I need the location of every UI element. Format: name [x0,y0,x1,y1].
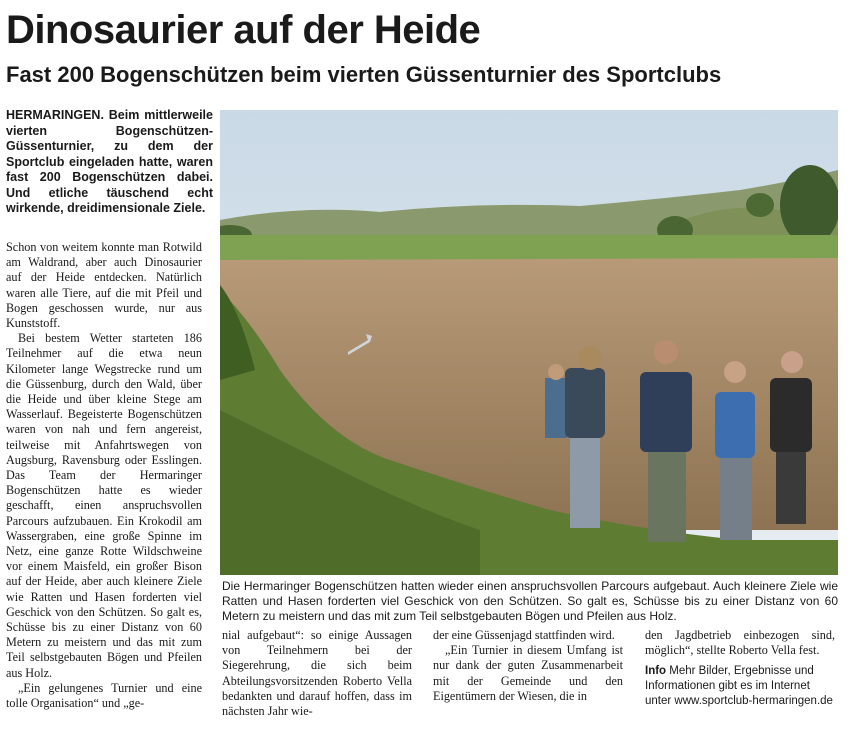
text-column-2 [222,628,412,719]
paragraph: nial aufgebaut“: so einige Aussagen von Teilnehmern bei der Siegerehrung, die sich beim Abteilungsvorsitzenden Roberto Vella bedankten und darauf hoffen, dass im nächsten Jahr wie- [222,628,412,719]
subheadline: Fast 200 Bogenschützen beim vierten Güssenturnier des Sportclubs [6,62,722,87]
info-box [645,664,835,709]
info-text: Mehr Bilder, Ergebnisse und Informationen gibt es im Internet unter [645,665,814,708]
article-photo [220,110,838,575]
headline: Dinosaurier auf der Heide [6,8,481,52]
paragraph: „Ein gelungenes Turnier und eine tolle Organisation“ und „ge- [6,680,202,711]
text-column-1 [6,240,202,711]
lead-text: HERMARINGEN. Beim mittlerweile vierten Bogenschützen-Güssenturnier, zu dem der Sportclub eingeladen hatte, waren fast 200 Bogenschützen dabei. Und etliche täuschend echt wirkende, dreidimensionale Ziele. [6,108,213,215]
text-column-4 [645,628,835,709]
paragraph: „Ein Turnier in diesem Umfang ist nur dank der guten Zusammenarbeit mit der Gemeinde und den Eigentümern der Wiesen, die in [433,643,623,703]
paragraph: der eine Güssenjagd stattfinden wird. [433,628,615,642]
photo-caption: Die Hermaringer Bogenschützen hatten wieder einen anspruchsvollen Parcours aufgebaut. Auch kleinere Ziele wie Ratten und Hasen forderten viel Geschick von den Schützen. So galt es, Schüsse bis zu einer Distanz von 60 Metern zu meistern und das mit zum Teil selbstgebauten Bögen und Pfeilen aus Holz. [222,579,838,623]
paragraph: den Jagdbetrieb einbezogen sind, möglich“, stellte Roberto Vella fest. [645,628,835,658]
lead-paragraph [6,108,213,217]
text-column-3 [433,628,623,704]
info-label: Info [645,665,667,678]
paragraph: Schon von weitem konnte man Rotwild am Waldrand, aber auch Dinosaurier auf der Heide entdecken. Natürlich waren alle Tiere, auf die mit Pfeil und Bogen geschossen wurde, nur aus Kunststoff. [6,240,202,331]
paragraph: Bei bestem Wetter starteten 186 Teilnehmer auf die etwa neun Kilometer lange Wegstrecke rund um die Güssenburg, durch den Wald, über die Heide und über kleine Stege am Wasserlauf. Begeisterte Bogenschützen waren von nah und fern angereist, teilweise mit Anfahrtswegen von Augsburg, Ravensburg oder Esslingen. Das Team der Hermaringer Bogenschützen hatte es wieder geschafft, einen anspruchsvollen Parcours aufzubauen. Ein Krokodil am Wassergraben, eine große Spinne im Netz, eine ganze Rotte Wildschweine vor einem Maisfeld, ein großer Bison auf der Heide, aber auch kleinere Ziele wie Ratten und Hasen forderten viel Geschick von den Schützen. So galt es, Schüsse bis zu einer Distanz von 60 Metern zu meistern und das mit zum Teil selbstgebauten Bögen und Pfeilen aus Holz. [6,331,202,680]
archers-field-image [220,110,838,575]
info-url[interactable]: www.sportclub-hermaringen.de [674,695,833,708]
